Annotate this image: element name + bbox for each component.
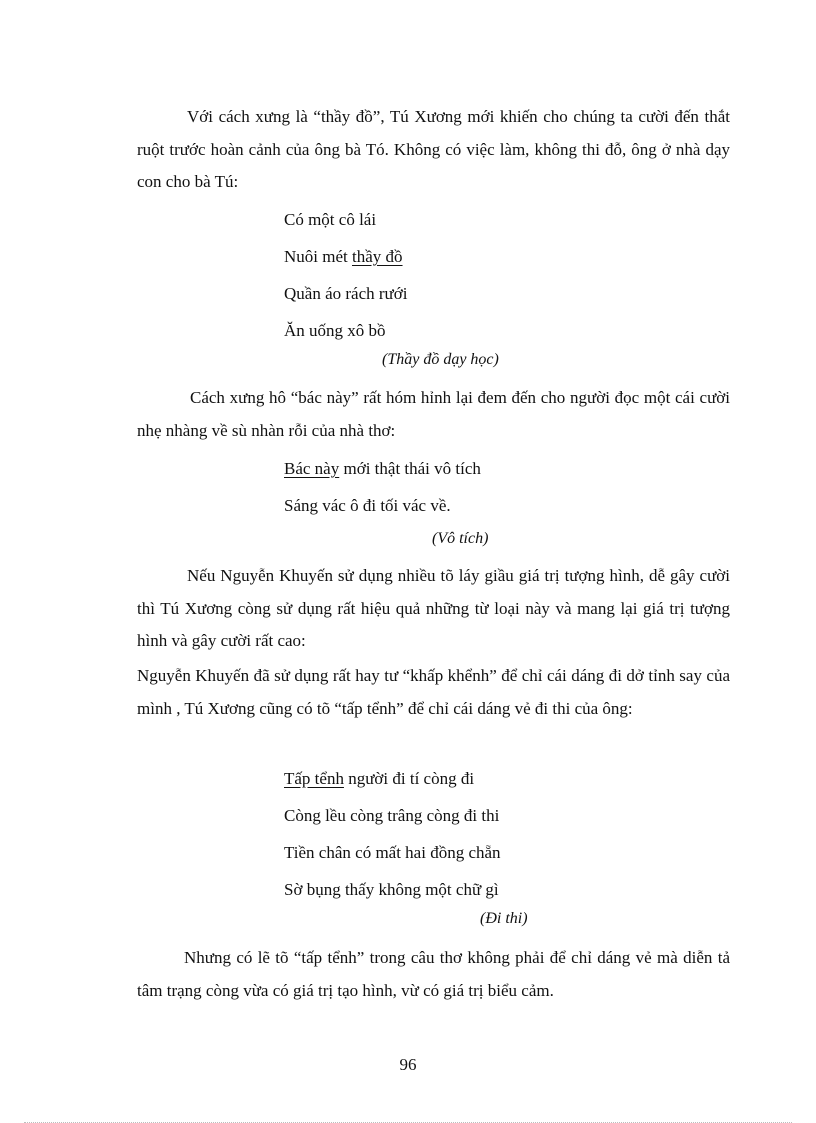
poem-source: (Đi thi) [480, 910, 528, 927]
page-number: 96 [399, 1055, 417, 1074]
underlined-phrase: Tấp tểnh [284, 769, 344, 788]
paragraph-4: Nguyễn Khuyến đã sử dụng rất hay tư “khấp khểnh” để chỉ cái dáng đi dở tỉnh say của mình , Tú Xương cũng có tõ “tấp tểnh” để chỉ cái dáng vẻ đi thi của ông: [137, 666, 730, 718]
poem-line [284, 760, 501, 797]
poem-line: Ăn uống xô bồ [284, 321, 386, 340]
poem-line: Còng lều còng trâng còng đi thi [284, 806, 500, 825]
poem-line: Tiền chân có mất hai đồng chẵn [284, 843, 501, 862]
poem-line: Sờ bụng thấy không một chữ gì [284, 880, 499, 899]
poem-line-text: Nuôi mét [284, 247, 352, 266]
underlined-phrase: Bác này [284, 459, 340, 478]
poem-line: Sáng vác ô đi tối vác về. [284, 496, 451, 515]
poem-line: Có một cô lái [284, 210, 377, 229]
paragraph-3: Nếu Nguyễn Khuyến sử dụng nhiều tõ láy giầu giá trị tượng hình, dễ gây cười thì Tú Xương còng sử dụng rất hiệu quả những từ loại này và mang lại giá trị tượng hình và gây cười rất cao: [137, 566, 730, 650]
poem-line-text: mới thật thái vô tích [339, 459, 481, 478]
poem-source: (Vô tích) [432, 530, 489, 547]
paragraph-2: Cách xưng hô “bác này” rất hóm hỉnh lại đem đến cho người đọc một cái cười nhẹ nhàng về sù nhàn rỗi của nhà thơ: [137, 388, 730, 440]
poem-di-thi [284, 760, 501, 908]
poem-vo-tich [284, 450, 481, 524]
paragraph-1: Với cách xưng là “thầy đồ”, Tú Xương mới khiến cho chúng ta cười đến thắt ruột trước hoàn cảnh của ông bà Tó. Không có việc làm, không thi đỗ, ông ở nhà dạy con cho bà Tú: [137, 107, 730, 191]
underlined-phrase: thầy đồ [352, 247, 403, 266]
poem-line: Quần áo rách rưới [284, 284, 408, 303]
poem-line [284, 450, 481, 487]
paragraph-5: Nhưng có lẽ tõ “tấp tểnh” trong câu thơ không phải để chỉ dáng vẻ mà diễn tả tâm trạng còng vừa có giá trị tạo hình, vừ có giá trị biểu cảm. [137, 948, 730, 1000]
poem-source: (Thầy đồ dạy học) [382, 351, 499, 368]
poem-thay-do [284, 201, 407, 349]
poem-line [284, 238, 407, 275]
poem-line-text: người đi tí còng đi [343, 769, 475, 788]
